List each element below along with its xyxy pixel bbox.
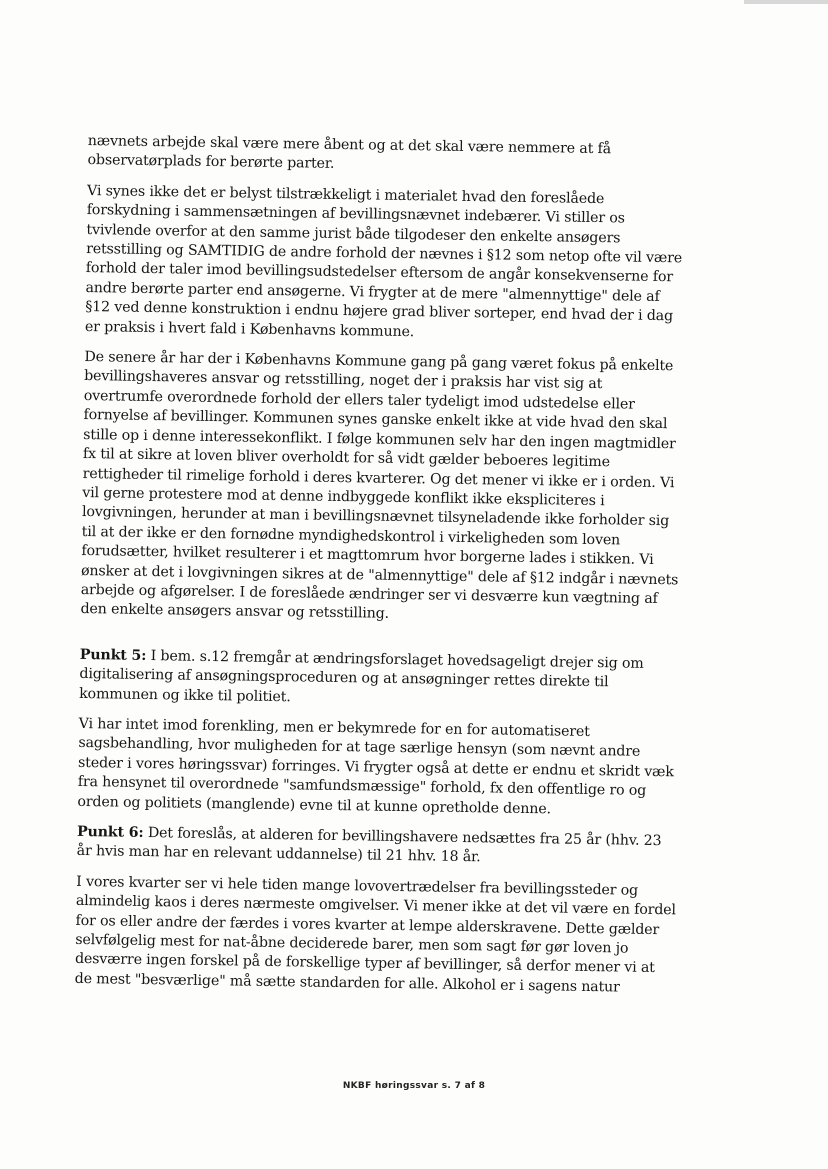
page-footer: NKBF høringssvar s. 7 af 8 [342,1081,486,1091]
document-body [74,132,688,1010]
paragraph-municipality-focus: De senere år har der i Københavns Kommune gang på gang været fokus på enkelte bevillingshaveres ansvar og retsstilling, noget der i praksis har vist sig at overtrumfe overordnede forhold der ellers taler tydeligt imod udstedelse eller fornyelse af bevillinger. Kommunen synes ganske enkelt ikke at vide hvad den skal stille op i denne interessekonflikt. I følge kommunen selv har den ingen magtmidler fx til at sikre at loven bliver overholdt for så vidt gælder beboeres legitime rettigheder til rimelige forhold i deres kvarterer. Og det mener vi ikke er i orden. Vi vil gerne protestere mod at denne indbyggede konflikt ikke ekspliciteres i lovgivningen, herunder at man i bevillingsnævnet tilsyneladende ikke forholder sig til at der ikke er den fornødne myndighedskontrol i virkeligheden som loven forudsætter, hvilket resulterer i et magttomrum hvor borgerne lades i stikken. Vi ønsker at det i lovgivningen sikres at de "almennyttige" dele af §12 indgår i nævnets arbejde og afgørelser. I de foreslåede ændringer ser vi desværre kun vægtning af den enkelte ansøgers ansvar og retsstilling. [80,349,679,623]
paragraph-punkt-5-followup: Vi har intet imod forenkling, men er bekymrede for en for automatiseret sagsbehandling, hvor muligheden for at tage særlige hensyn (som nævnt andre steder i vores høringssvar) forringes. Vi frygter også at dette er endnu et skridt væk fra hensynet til overordnede "samfundsmæssige" forhold, fx den offentlige ro og orden og politiets (manglende) evne til at kunne opretholde denne. [77,715,674,817]
paragraph-observer-seat: nævnets arbejde skal være mere åbent og at det skal være nemmere at få observatørplads for berørte parter. [87,132,612,173]
punkt-5-label: Punkt 5: [79,646,147,664]
punkt-6-text: Det foreslås, at alderen for bevillingshavere nedsættes fra 25 år (hhv. 23 år hvis man har en relevant uddannelse) til 21 hhv. 18 år. [76,824,662,866]
punkt-6-label: Punkt 6: [76,823,144,841]
punkt-5-text: I bem. s.12 fremgår at ændringsforslaget hovedsageligt drejer sig om digitalisering af ansøgningsproceduren og at ansøgninger rettes direkte til kommunen og ikke til politiet. [79,647,644,705]
paragraph-punkt-6-followup: I vores kvarter ser vi hele tiden mange lovovertrædelser fra bevillingssteder og almindelig kaos i deres nærmeste omgivelser. Vi mener ikke at det vil være en fordel for os eller andre der færdes i vores kvarter at lempe alderskravene. Dette gælder selvfølgelig mest for nat-åbne deciderede barer, men som sagt før gør loven jo desværre ingen forskel på de forskellige typer af bevillinger, så derfor mener vi at de mest "besværlige" må sætte standarden for alle. Alkohol er i sagens natur [74,873,676,996]
paragraph-punkt-5 [79,646,680,714]
paragraph-punkt-6 [77,823,678,871]
paragraph-jurist-concern: Vi synes ikke det er belyst tilstrækkeligt i materialet hvad den foreslåede forskydning i sammensætningen af bevillingsnævnet indebærer. Vi stiller os tvivlende overfor at den samme jurist både tilgodeser den enkelte ansøgers retsstilling og SAMTIDIG de andre forhold der nævnes i §12 som netop ofte vil være forhold der taler imod bevillingsudstedelser eftersom de angår konsekvenserne for andre berørte parter end ansøgerne. Vi frygter at de mere "almennyttige" dele af §12 ved denne konstruktion i endnu højere grad bliver sorteper, end hvad der i dag er praksis i hvert fald i Københavns kommune. [84,182,683,340]
scan-edge-mark [744,0,828,4]
